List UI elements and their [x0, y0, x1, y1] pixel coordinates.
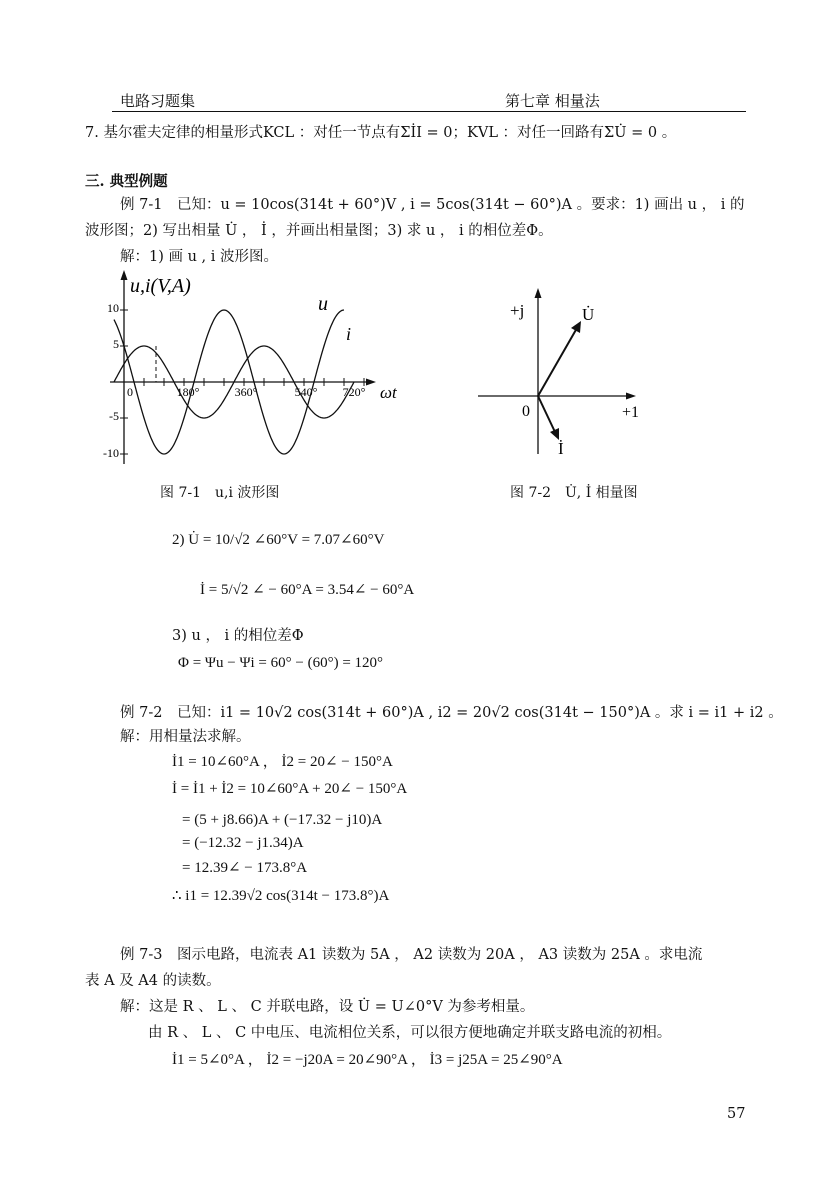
- y-axis-label: u,i(V,A): [130, 275, 191, 297]
- phasor-figure: [470, 282, 670, 462]
- ex2-solution: 解：用相量法求解。: [120, 729, 251, 745]
- ytick-label-neg10: -10: [103, 446, 119, 460]
- u-phasor: [538, 328, 577, 396]
- xtick-label-180: 180°: [176, 385, 200, 399]
- kcl-kvl-line: 7. 基尔霍夫定律的相量形式KCL ：对任一节点有ΣİI = 0；KVL ：对任一回路有ΣU̇ = 0 。: [85, 125, 677, 141]
- step3-title: 3) u ， i 的相位差Φ: [172, 628, 304, 644]
- page-number: 57: [727, 1106, 746, 1122]
- real-axis-arrow: [626, 393, 636, 400]
- eq-i-phasor: İ = 5/√2 ∠ − 60°A = 3.54∠ − 60°A: [200, 582, 415, 598]
- ex1-solution: 解：1) 画 u , i 波形图。: [120, 249, 279, 265]
- u-curve-label: u: [318, 293, 328, 315]
- ytick-label-5: 5: [113, 337, 119, 351]
- xtick-label-720: 720°: [342, 385, 366, 399]
- header-chapter-title: 第七章 相量法: [505, 92, 600, 110]
- ex1-line2: 波形图；2) 写出相量 U̇ ， İ ，并画出相量图；3) 求 u ， i 的相位差Φ。: [85, 223, 553, 239]
- imag-axis-label: +j: [510, 301, 525, 320]
- xtick-label-540: 540°: [294, 385, 318, 399]
- x-axis-label: ωt: [380, 383, 397, 402]
- y-axis-arrow: [121, 270, 128, 280]
- ex2-eq2: İ = İ1 + İ2 = 10∠60°A + 20∠ − 150°A: [172, 781, 408, 797]
- figure1-caption: 图 7-1 u,i 波形图: [160, 485, 280, 501]
- ex2-eq4: = (−12.32 − j1.34)A: [182, 835, 304, 851]
- figure2-caption: 图 7-2 U̇, İ 相量图: [510, 485, 638, 501]
- xtick-label-0: 0: [127, 385, 133, 399]
- eq-phase-difference: Φ = Ψu − Ψi = 60° − (60°) = 120°: [178, 655, 384, 671]
- ex3-line1: 例 7-3 图示电路，电流表 A1 读数为 5A ， A2 读数为 20A ， A3 读数为 25A 。求电流: [120, 947, 703, 963]
- i-phasor-label: İ: [558, 439, 564, 458]
- waveform-figure: [100, 268, 410, 470]
- xtick-label-360: 360°: [234, 385, 258, 399]
- imag-axis-arrow: [535, 288, 542, 298]
- i-curve-label: i: [346, 324, 352, 344]
- section-title: 三. 典型例题: [85, 173, 168, 190]
- ex3-line2: 表 A 及 A4 的读数。: [85, 973, 221, 989]
- ex2-eq1: İ1 = 10∠60°A ， İ2 = 20∠ − 150°A: [172, 754, 393, 770]
- ex2-line1: 例 7-2 已知：i1 = 10√2 cos(314t + 60°)A , i2 = 20√2 cos(314t − 150°)A 。求 i = i1 + i2 。: [120, 705, 783, 721]
- header-book-title: 电路习题集: [120, 92, 196, 110]
- header-rule: [112, 111, 746, 112]
- ex2-eq6: ∴ i1 = 12.39√2 cos(314t − 173.8°)A: [172, 888, 390, 904]
- i-phasor: [538, 396, 555, 432]
- real-axis-label: +1: [622, 404, 640, 421]
- ex3-line3: 由 R 、 L 、 C 中电压、电流相位关系，可以很方便地确定并联支路电流的初相。: [148, 1025, 672, 1041]
- x-axis-arrow: [366, 379, 376, 386]
- ytick-label-neg5: -5: [109, 409, 119, 423]
- origin-label: 0: [522, 403, 530, 420]
- eq-u-phasor: 2) U̇ = 10/√2 ∠60°V = 7.07∠60°V: [172, 532, 385, 548]
- ex3-line4: İ1 = 5∠0°A ， İ2 = −j20A = 20∠90°A ， İ3 = j25A = 25∠90°A: [172, 1052, 563, 1068]
- ex2-eq3: = (5 + j8.66)A + (−17.32 − j10)A: [182, 812, 383, 828]
- ex3-solution: 解：这是 R 、 L 、 C 并联电路，设 U̇ = U∠0°V 为参考相量。: [120, 999, 535, 1015]
- ex2-eq5: = 12.39∠ − 173.8°A: [182, 860, 308, 876]
- ytick-label-10: 10: [107, 301, 119, 315]
- ex1-line1: 例 7-1 已知：u = 10cos(314t + 60°)V , i = 5cos(314t − 60°)A 。要求：1) 画出 u ， i 的: [120, 197, 745, 213]
- u-phasor-label: U̇: [582, 305, 595, 324]
